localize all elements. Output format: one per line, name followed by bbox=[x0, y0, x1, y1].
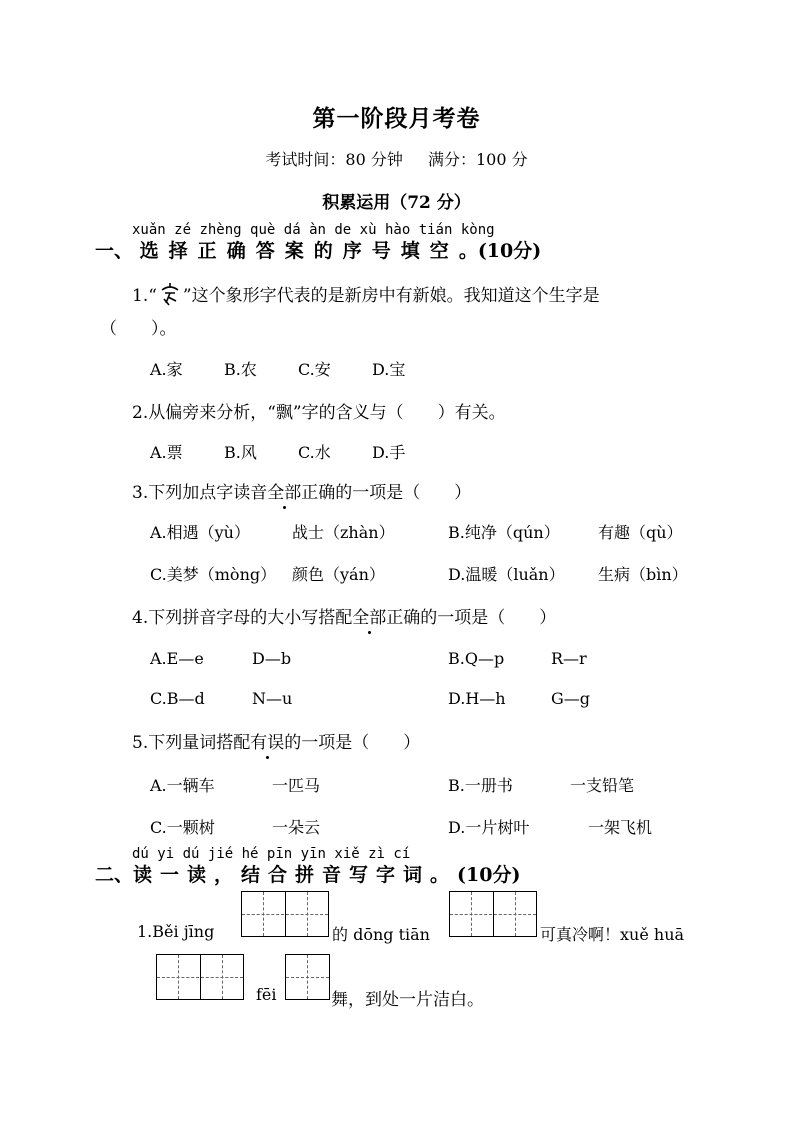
question-5-row-2: C.一颗树 一朵云 D.一片树叶 一架飞机 bbox=[150, 818, 653, 837]
question-2-options: A.票 B.风 C.水 D.手 bbox=[150, 443, 406, 462]
exam-score: 满分：100 分 bbox=[427, 150, 528, 169]
part2-heading: 二、读一读，结合拼音写字词。(10分) bbox=[95, 864, 521, 886]
writing-box-dongtian[interactable] bbox=[449, 891, 537, 937]
question-1-stem: 1.“ ”这个象形字代表的是新房中有新娘。我知道这个生字是 bbox=[132, 281, 600, 307]
question-1-options: A.家 B.农 C.安 D.宝 bbox=[150, 360, 406, 379]
exam-time: 考试时间：80 分钟 bbox=[265, 150, 403, 169]
page-title: 第一阶段月考卷 bbox=[312, 105, 481, 132]
part2-pinyin: dú yi dú jié hé pīn yīn xiě zì cí bbox=[132, 846, 411, 862]
question-3-row-2: C.美梦（mòng） 颜色（yán） D.温暖（luǎn） 生病（bìn） bbox=[150, 565, 688, 584]
line1-prefix: 1.Běi jīng bbox=[137, 922, 215, 941]
question-4-stem: 4.下列拼音字母的大小写搭配全部正确的一项是（ ） bbox=[132, 603, 556, 628]
part1-pinyin: xuǎn zé zhèng què dá àn de xù hào tián kòng bbox=[132, 222, 495, 238]
question-4-row-1: A.E—e D—b B.Q—p R—r bbox=[150, 649, 587, 668]
question-4-row-2: C.B—d N—u D.H—h G—g bbox=[150, 689, 591, 708]
line2-after: 舞，到处一片洁白。 bbox=[331, 990, 484, 1010]
question-3-row-1: A.相遇（yù） 战士（zhàn） B.纯净（qún） 有趣（qù） bbox=[150, 523, 683, 542]
question-2-stem: 2.从偏旁来分析，“飘”字的含义与（ ）有关。 bbox=[132, 403, 506, 423]
line2-pinyin: fēi bbox=[256, 985, 277, 1004]
writing-box-beijing[interactable] bbox=[241, 891, 329, 937]
question-5-row-1: A.一辆车 一匹马 B.一册书 一支铅笔 bbox=[150, 776, 635, 795]
ancient-character-icon bbox=[157, 281, 183, 307]
part1-heading: 一、 选择正确答案的序号填空。(10分) bbox=[95, 240, 542, 262]
line1-mid: 的 dōng tiān bbox=[332, 925, 430, 944]
section-title: 积累运用（72 分） bbox=[322, 193, 471, 213]
question-1-blank: （ ）。 bbox=[100, 319, 177, 339]
writing-box-xuehua[interactable] bbox=[156, 954, 244, 1000]
exam-info bbox=[0, 147, 793, 170]
question-5-stem: 5.下列量词搭配有误的一项是（ ） bbox=[132, 728, 420, 753]
writing-box-fei[interactable] bbox=[285, 954, 330, 1000]
line1-after: 可真冷啊！xuě huā bbox=[540, 925, 685, 944]
question-3-stem: 3.下列加点字读音全部正确的一项是（ ） bbox=[132, 478, 471, 503]
